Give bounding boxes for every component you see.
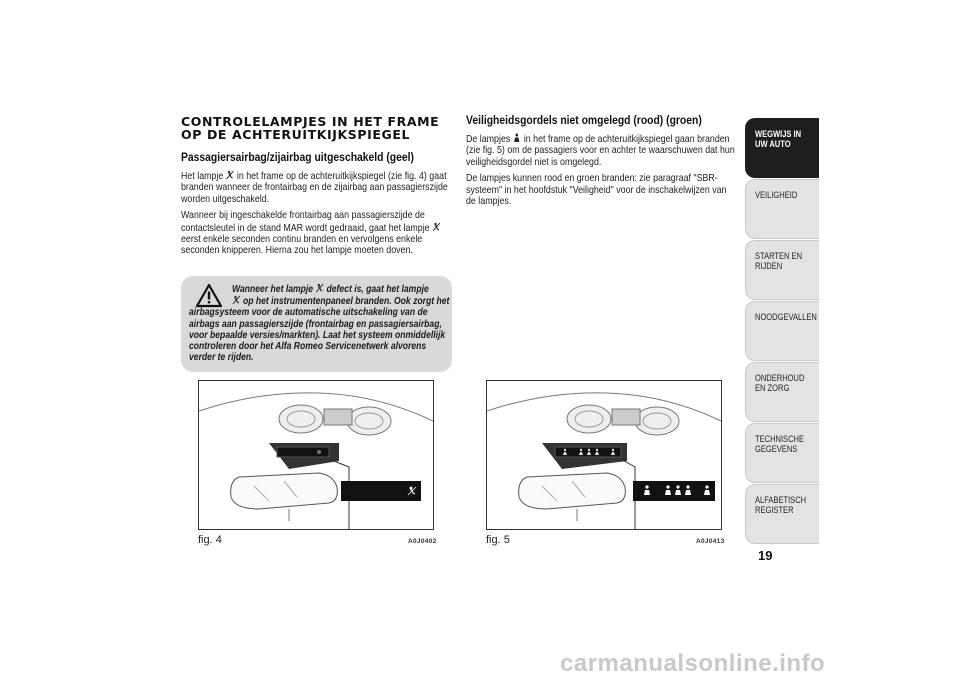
figure-4-code: A0J0402 [408,538,437,545]
tab-alfabetisch-register[interactable]: ALFABETISCH REGISTER [745,484,819,544]
tab-technische-gegevens[interactable]: TECHNISCHE GEGEVENS [745,423,819,483]
tab-veiligheid[interactable]: VEILIGHEID [745,179,819,239]
page-number: 19 [758,548,773,563]
tab-noodgevallen[interactable]: NOODGEVALLEN [745,301,819,361]
airbag-off-icon [232,295,241,305]
airbag-description [181,170,453,262]
tab-wegwijs[interactable]: WEGWIJS IN UW AUTO [745,118,819,178]
tab-onderhoud-en-zorg[interactable]: ONDERHOUD EN ZORG [745,362,819,422]
watermark: carmanualsonline.info [560,650,826,677]
figure-5-illustration [486,380,722,530]
seatbelt-paragraph-2: De lampjes kunnen rood en groen branden: zie paragraaf "SBR-systeem" in het hoofdstuk "Veiligheid" voor de inschakelwijzen van de lampjes. [466,173,727,208]
airbag-paragraph-1: Het lampje in het frame op de achteruitkijkspiegel (zie fig. 4) gaat branden wanneer de frontairbag en de zijairbag aan passagierszijde worden uitgeschakeld. [181,171,448,205]
airbag-subheading: Passagiersairbag/zijairbag uitgeschakeld (geel) [181,152,414,164]
seatbelt-paragraph-1: De lampjes in het frame op de achteruitkijkspiegel gaan branden (zie fig. 5) om de passagiers voor en achter te waarschuwen dat hun veiligheidsgordel niet is omgelegd. [466,134,735,168]
figure-5-code: A0J0413 [696,538,725,545]
seatbelt-description [466,133,738,212]
tab-starten-en-rijden[interactable]: STARTEN EN RIJDEN [745,240,819,300]
figure-4-illustration [198,380,434,530]
warning-box [181,276,452,372]
rearview-mirror-illustration [487,381,721,529]
warning-text: Wanneer het lampje defect is, gaat het lampje op het instrumentenpaneel branden. Ook zorgt het airbagsysteem voor de automatische uitschakeling van de airbags aan passagierszijde (frontairbag en passagiersairbag, voor bepaalde versies/markten). Laat het systeem onmiddellijk controleren door het Alfa Romeo Servicenetwerk alvorens verder te rijden. [189,284,450,364]
airbag-off-icon [226,170,235,180]
section-heading: CONTROLELAMPJES IN HET FRAME OP DE ACHTERUITKIJKSPIEGEL [181,114,440,142]
airbag-off-icon [432,222,441,232]
rearview-mirror-illustration [199,381,433,529]
airbag-paragraph-2: Wanneer bij ingeschakelde frontairbag aan passagierszijde de contactsleutel in de stand MAR wordt gedraaid, gaat het lampje eerst enkele seconden continu branden en vervolgens enkele seconden knipperen. Hierna zou het lampje moeten doven. [181,210,452,257]
seatbelt-subheading: Veiligheidsgordels niet omgelegd (rood) (groen) [466,115,702,127]
figure-5-caption: fig. 5 [486,534,510,546]
airbag-off-icon [315,283,324,293]
figure-4-caption: fig. 4 [198,534,222,546]
